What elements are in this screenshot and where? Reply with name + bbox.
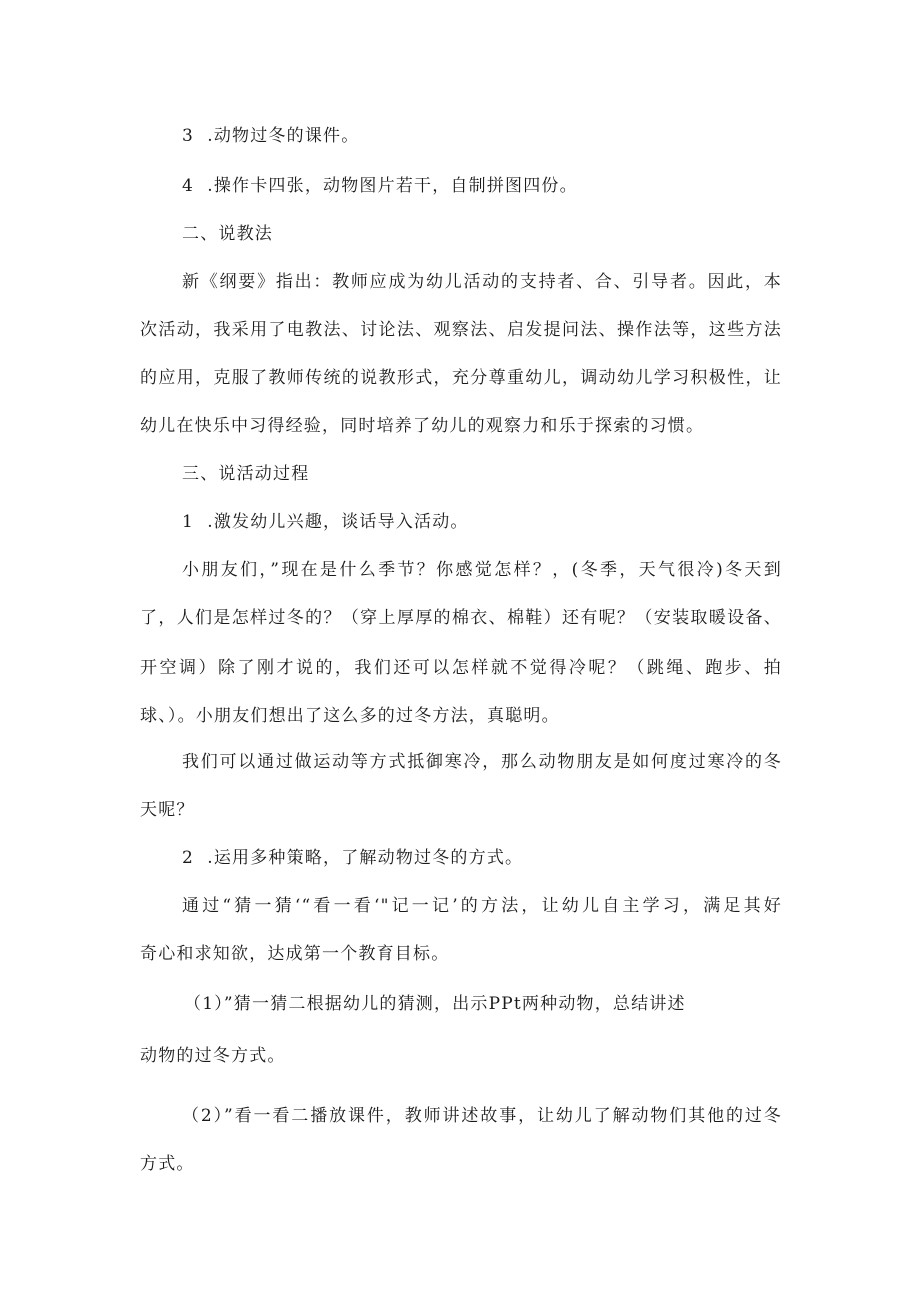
paragraph-line: 的应用，克服了教师传统的说教形式，充分尊重幼儿，调动幼儿学习积极性，让: [140, 368, 782, 388]
paragraph-line: 小朋友们，”现在是什么季节？你感觉怎样？，(冬季，天气很冷)冬天到: [182, 560, 782, 580]
paragraph-line: 奇心和求知欲，达成第一个教育目标。: [140, 944, 450, 964]
sub-item-1: （1）”猜一猜二根据幼儿的猜测，出示PPt两种动物，总结讲述: [184, 994, 686, 1014]
list-item-1: 1 .激发幼儿兴趣，谈话导入活动。: [182, 512, 469, 532]
paragraph-line: 幼儿在快乐中习得经验，同时培养了幼儿的观察力和乐于探索的习惯。: [140, 416, 705, 436]
paragraph-line: 我们可以通过做运动等方式抵御寒冷，那么动物朋友是如何度过寒冷的冬: [182, 752, 782, 772]
paragraph-line: 开空调）除了刚才说的，我们还可以怎样就不觉得冷呢？（跳绳、跑步、拍: [140, 658, 782, 678]
paragraph-line: 通过“猜一猜‘“看一看‘"记一记’的方法，让幼儿自主学习，满足其好: [182, 896, 782, 916]
section-heading-activity-process: 三、说活动过程: [182, 464, 310, 484]
paragraph-line: 球、）。小朋友们想出了这么多的过冬方法，真聪明。: [140, 706, 560, 726]
paragraph-line: 方式。: [140, 1154, 195, 1174]
section-heading-teaching-method: 二、说教法: [182, 224, 273, 244]
paragraph-line: 次活动，我采用了电教法、讨论法、观察法、启发提问法、操作法等，这些方法: [140, 320, 782, 340]
list-item-3: 3 .动物过冬的课件。: [182, 126, 360, 146]
paragraph-line: 天呢？: [140, 800, 195, 820]
list-item-4: 4 .操作卡四张，动物图片若干，自制拼图四份。: [182, 176, 578, 196]
list-item-2: 2 .运用多种策略，了解动物过冬的方式。: [182, 848, 524, 868]
paragraph-line: 新《纲要》指出：教师应成为幼儿活动的支持者、合、引导者。因此，本: [182, 272, 782, 292]
paragraph-line: 动物的过冬方式。: [140, 1046, 286, 1066]
paragraph-line: 了，人们是怎样过冬的？（穿上厚厚的棉衣、棉鞋）还有呢？（安装取暖设备、: [140, 608, 782, 628]
sub-item-2: （2）”看一看二播放课件，教师讲述故事，让幼儿了解动物们其他的过冬: [182, 1106, 782, 1126]
